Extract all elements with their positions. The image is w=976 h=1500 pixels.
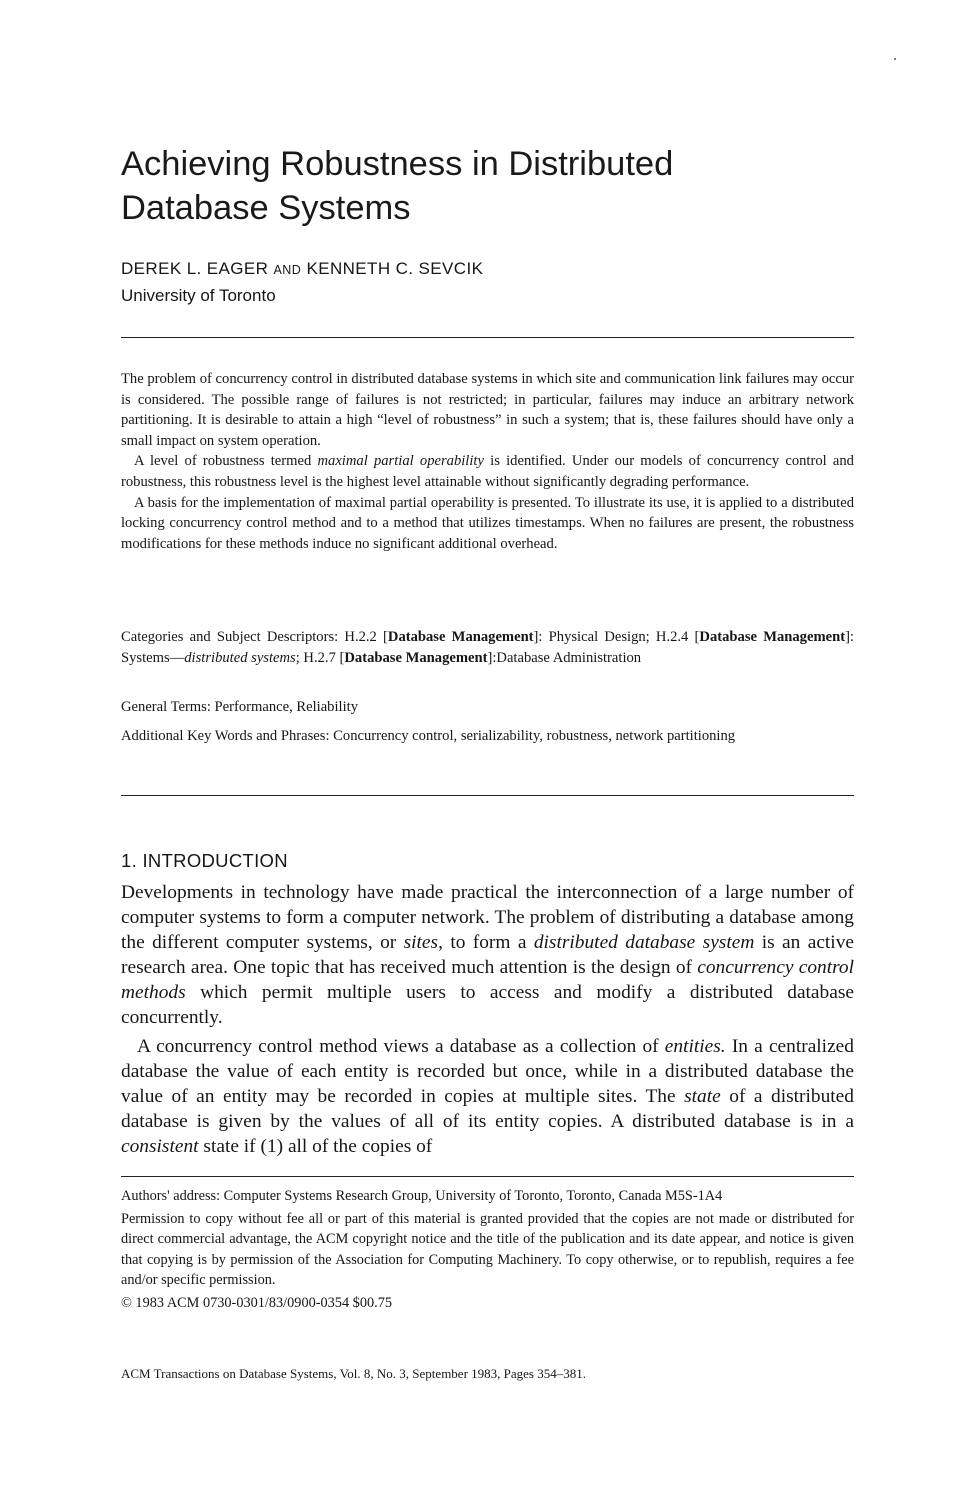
scan-speck (894, 58, 896, 60)
intro-text: state if (1) all of the copies of (198, 1136, 433, 1157)
descriptor-bold: Database Management (699, 629, 846, 645)
descriptor-italic: distributed systems (184, 649, 296, 666)
footnotes (121, 1186, 854, 1316)
descriptor-bold: Database Management (387, 629, 534, 645)
keywords: Additional Key Words and Phrases: Concurrency control, serializability, robustness, network partitioning (121, 728, 736, 744)
abstract-paragraph-2 (121, 451, 854, 492)
intro-text: Developments in technology have made practical the interconnection of a large number of computer systems to form a computer network. The problem of distributing a database among the different computer systems, or (121, 882, 854, 953)
descriptor-text: ]: Systems— (121, 629, 854, 666)
descriptor-text: ]:Database Administration (487, 649, 642, 666)
divider-after-abstract (121, 795, 854, 796)
subject-descriptors (121, 627, 854, 668)
journal-citation: ACM Transactions on Database Systems, Vol. 8, No. 3, September 1983, Pages 354–381. (121, 1366, 586, 1381)
authors-address: Authors' address: Computer Systems Research Group, University of Toronto, Toronto, Canada M5S-1A4 (121, 1188, 723, 1204)
descriptor-bold: Database Management (344, 649, 488, 666)
intro-term: sites (403, 932, 439, 953)
abstract-paragraph-3: A basis for the implementation of maximal partial operability is presented. To illustrate its use, it is applied to a distributed locking concurrency control method and to a method that utilizes timestamps. When no failures are present, the robustness modifications for these methods induce no significant additional overhead. (121, 494, 854, 552)
divider-top (121, 337, 854, 338)
intro-term: distributed database system (533, 932, 755, 953)
abstract-paragraph-1: The problem of concurrency control in distributed database systems in which site and communication link failures may occur is considered. The possible range of failures is not restricted; in particular, failures may induce an arbitrary network partitioning. It is desirable to attain a high “level of robustness” in such a system; that is, these failures should have only a small impact on system operation. (121, 371, 854, 449)
intro-text: which permit multiple users to access and modify a distributed database concurrently. (121, 982, 854, 1028)
intro-text: , to form a (438, 932, 534, 953)
abstract-p2-term: maximal partial operability (317, 453, 484, 470)
intro-text: In a centralized database the value of each entity is recorded but once, while in a distributed database the value of an entity may be recorded in copies at multiple sites. The (121, 1036, 854, 1107)
intro-text: is an active research area. One topic that has received much attention is the design of (121, 932, 854, 978)
descriptor-text: Categories and Subject Descriptors: H.2.2 [ (121, 629, 388, 645)
abstract-p2-text-rest: is identified. Under our models of concurrency control and robustness, this robustness level is the highest level attainable without significantly degrading performance. (121, 453, 854, 490)
descriptor-text: ; H.2.7 [ (295, 649, 345, 666)
footnote-divider (121, 1176, 854, 1177)
intro-term: consistent (121, 1136, 199, 1157)
title-line-1: Achieving Robustness in Distributed (121, 145, 674, 183)
author-eager: DEREK L. EAGER (121, 259, 269, 278)
intro-paragraph-2 (121, 1034, 854, 1159)
paper-title (121, 142, 854, 230)
intro-paragraph-1 (121, 880, 854, 1030)
abstract-p2-text: A level of robustness termed (134, 453, 318, 470)
author-conjunction: AND (273, 263, 302, 277)
introduction-body (121, 880, 854, 1159)
permission-notice: Permission to copy without fee all or part of this material is granted provided that the copies are not made or distributed for direct commercial advantage, the ACM copyright notice and the title of the publication and its date appear, and notice is given that copying is by permission of the Association for Computing Machinery. To copy otherwise, or to republish, requires a fee and/or specific permission. (121, 1210, 854, 1289)
intro-term: entities. (664, 1036, 726, 1057)
section-heading: 1. INTRODUCTION (121, 850, 288, 871)
descriptor-text: ]: Physical Design; H.2.4 [ (533, 629, 700, 645)
author-sevcik: KENNETH C. SEVCIK (306, 259, 484, 278)
affiliation: University of Toronto (121, 286, 276, 305)
abstract (121, 369, 854, 554)
title-line-2: Database Systems (121, 189, 411, 227)
intro-text: of a distributed database is given by the values of all of its entity copies. A distributed database is in a (121, 1086, 854, 1132)
intro-term: state (684, 1086, 721, 1107)
author-line (121, 257, 854, 282)
copyright-notice: © 1983 ACM 0730-0301/83/0900-0354 $00.75 (121, 1294, 392, 1311)
intro-text: A concurrency control method views a database as a collection of (137, 1036, 665, 1057)
general-terms: General Terms: Performance, Reliability (121, 699, 358, 715)
intro-term: concurrency control methods (121, 957, 855, 1003)
